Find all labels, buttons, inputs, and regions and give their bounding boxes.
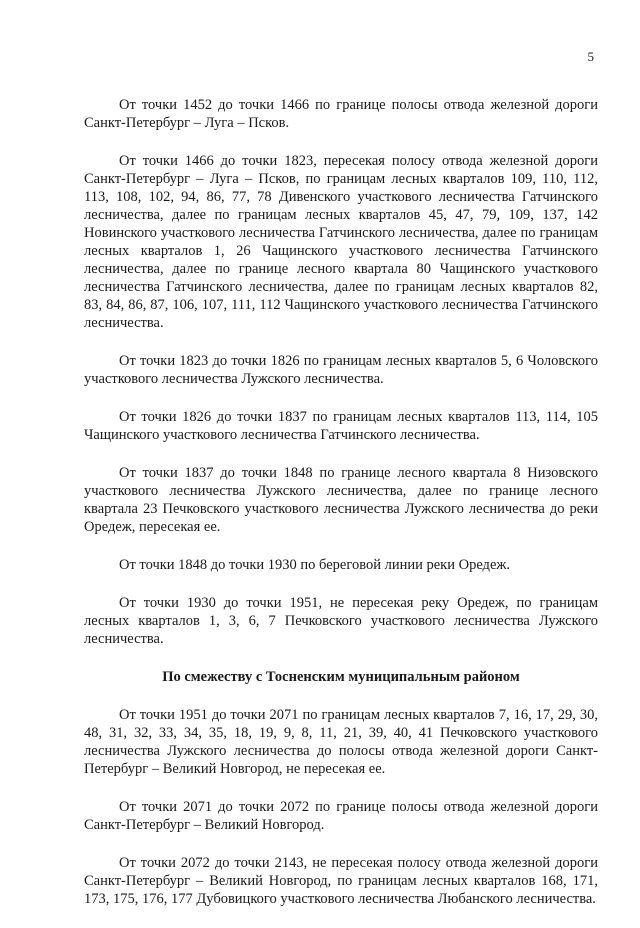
paragraph: От точки 1848 до точки 1930 по береговой линии реки Оредеж. [119, 557, 511, 573]
section-heading: По смежеству с Тосненским муниципальным районом [162, 669, 520, 685]
paragraph: От точки 2071 до точки 2072 по границе полосы отвода железной дороги Санкт-Петербург – Великий Новгород. [84, 799, 598, 833]
paragraph: От точки 1823 до точки 1826 по границам лесных кварталов 5, 6 Чоловского участкового лесничества Лужского лесничества. [84, 353, 598, 387]
paragraph: От точки 1930 до точки 1951, не пересекая реку Оредеж, по границам лесных кварталов 1, 3, 6, 7 Печковского участкового лесничества Лужского лесничества. [84, 595, 598, 647]
paragraph: От точки 1951 до точки 2071 по границам лесных кварталов 7, 16, 17, 29, 30, 48, 31, 32, 33, 34, 35, 18, 19, 9, 8, 11, 21, 39, 40, 41 Печковского участкового лесничества Лужского лесничества до полосы отвода железной дороги Санкт-Петербург – Великий Новгород, не пересекая ее. [84, 707, 598, 777]
paragraph: От точки 1466 до точки 1823, пересекая полосу отвода железной дороги Санкт-Петербург – Луга – Псков, по границам лесных кварталов 109, 110, 112, 113, 108, 102, 94, 86, 77, 78 Дивенского участкового лесничества Гатчинского лесничества, далее по границам лесных кварталов 45, 47, 79, 109, 137, 142 Новинского участкового лесничества Гатчинского лесничества, далее по границам лесных кварталов 1, 26 Чащинского участкового лесничества Гатчинского лесничества, далее по границе лесного квартала 80 Чащинского участкового лесничества Гатчинского лесничества, далее по границам лесных кварталов 82, 83, 84, 86, 87, 106, 107, 111, 112 Чащинского участкового лесничества Гатчинского лесничества. [84, 153, 598, 331]
document-body [84, 96, 598, 928]
paragraph: От точки 1452 до точки 1466 по границе полосы отвода железной дороги Санкт-Петербург – Луга – Псков. [84, 97, 598, 131]
paragraph: От точки 1826 до точки 1837 по границам лесных кварталов 113, 114, 105 Чащинского участкового лесничества Гатчинского лесничества. [84, 409, 598, 443]
paragraph: От точки 1837 до точки 1848 по границе лесного квартала 8 Низовского участкового лесничества Лужского лесничества, далее по границе лесного квартала 23 Печковского участкового лесничества Лужского лесничества до реки Оредеж, пересекая ее. [84, 465, 598, 535]
page-number: 5 [587, 49, 594, 64]
paragraph: От точки 2072 до точки 2143, не пересекая полосу отвода железной дороги Санкт-Петербург – Великий Новгород, по границам лесных кварталов 168, 171, 173, 175, 176, 177 Дубовицкого участкового лесничества Любанского лесничества. [84, 855, 598, 907]
